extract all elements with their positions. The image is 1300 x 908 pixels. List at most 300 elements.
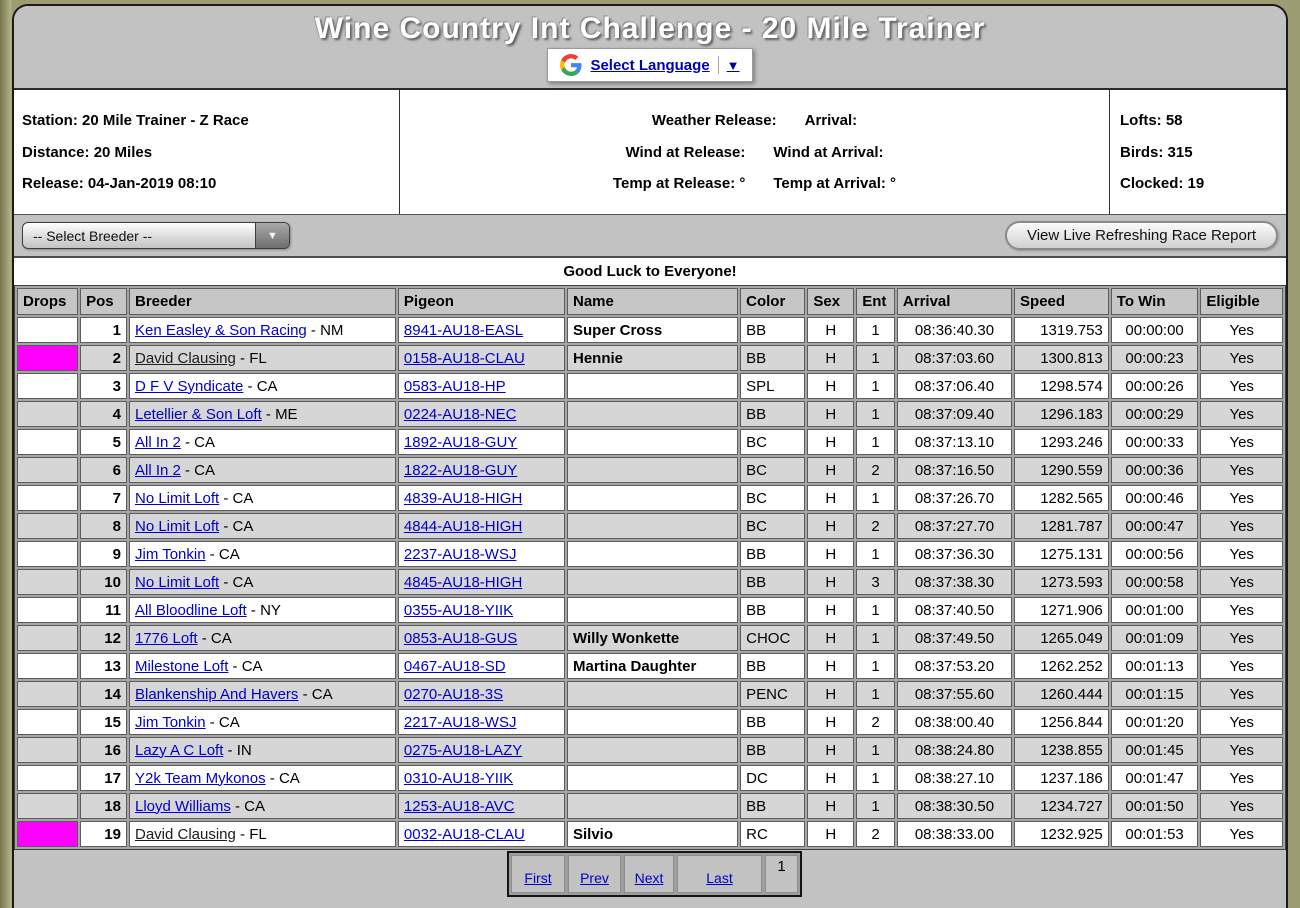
- breeder-state-suffix: - NM: [306, 321, 344, 339]
- name-cell: [567, 373, 738, 399]
- eligible-cell: Yes: [1200, 653, 1283, 679]
- breeder-state-suffix: - FL: [235, 825, 267, 843]
- col-header-breeder: Breeder: [129, 288, 396, 315]
- table-row: [17, 513, 1283, 539]
- pigeon-band-link[interactable]: 1892-AU18-GUY: [403, 433, 518, 451]
- color-cell: BB: [740, 569, 805, 595]
- color-cell: BB: [740, 597, 805, 623]
- table-row: [17, 569, 1283, 595]
- name-cell: [567, 457, 738, 483]
- bottom-band: [14, 850, 1286, 908]
- select-dropdown-arrow-icon[interactable]: ▼: [255, 223, 289, 248]
- breeder-state-suffix: - FL: [235, 349, 267, 367]
- arrival-cell: 08:38:30.50: [897, 793, 1012, 819]
- pigeon-cell: [398, 681, 565, 707]
- breeder-link[interactable]: No Limit Loft: [134, 573, 220, 591]
- col-header-sex: Sex: [807, 288, 854, 315]
- pos-cell: 17: [80, 765, 127, 791]
- arrival-cell: 08:37:55.60: [897, 681, 1012, 707]
- table-row: [17, 429, 1283, 455]
- eligible-cell: Yes: [1200, 765, 1283, 791]
- weather-info-panel: [400, 90, 1110, 214]
- breeder-link[interactable]: Y2k Team Mykonos: [134, 769, 266, 787]
- pigeon-band-link[interactable]: 1822-AU18-GUY: [403, 461, 518, 479]
- breeder-state-suffix: - CA: [228, 657, 263, 675]
- drops-cell: [17, 765, 78, 791]
- towin-cell: 00:01:53: [1111, 821, 1199, 847]
- drops-cell: [17, 457, 78, 483]
- name-cell: [567, 485, 738, 511]
- color-cell: BB: [740, 793, 805, 819]
- towin-cell: 00:01:15: [1111, 681, 1199, 707]
- table-row: [17, 541, 1283, 567]
- speed-cell: 1293.246: [1014, 429, 1109, 455]
- breeder-link[interactable]: Ken Easley & Son Racing: [134, 321, 307, 339]
- drops-cell: [17, 821, 78, 847]
- results-table: [14, 285, 1286, 850]
- speed-cell: 1281.787: [1014, 513, 1109, 539]
- pigeon-band-link[interactable]: 0310-AU18-YIIK: [403, 769, 514, 787]
- arrival-cell: 08:38:00.40: [897, 709, 1012, 735]
- pigeon-band-link[interactable]: 0583-AU18-HP: [403, 377, 506, 395]
- pigeon-band-link[interactable]: 0270-AU18-3S: [403, 685, 504, 703]
- sex-cell: H: [807, 457, 854, 483]
- eligible-cell: Yes: [1200, 373, 1283, 399]
- color-cell: BB: [740, 709, 805, 735]
- release-label: Release: 04-Jan-2019 08:10: [22, 174, 217, 192]
- name-cell: [567, 709, 738, 735]
- color-cell: BB: [740, 653, 805, 679]
- ent-cell: 1: [856, 737, 895, 763]
- name-cell: [567, 401, 738, 427]
- breeder-link[interactable]: Blankenship And Havers: [134, 685, 299, 703]
- arrival-cell: 08:37:03.60: [897, 345, 1012, 371]
- ent-cell: 1: [856, 541, 895, 567]
- name-cell: [567, 681, 738, 707]
- pigeon-band-link[interactable]: 2237-AU18-WSJ: [403, 545, 517, 563]
- pigeon-cell: [398, 737, 565, 763]
- breeder-link[interactable]: David Clausing: [134, 349, 236, 367]
- sex-cell: H: [807, 625, 854, 651]
- breeder-state-suffix: - CA: [180, 461, 216, 479]
- ent-cell: 1: [856, 681, 895, 707]
- sex-cell: H: [807, 345, 854, 371]
- breeder-cell: [129, 737, 396, 763]
- pigeon-band-link[interactable]: 4844-AU18-HIGH: [403, 517, 523, 535]
- speed-cell: 1273.593: [1014, 569, 1109, 595]
- name-cell: [567, 765, 738, 791]
- arrival-cell: 08:37:16.50: [897, 457, 1012, 483]
- ent-cell: 2: [856, 821, 895, 847]
- translate-divider: [718, 56, 719, 74]
- speed-cell: 1232.925: [1014, 821, 1109, 847]
- pager-link-first[interactable]: First: [524, 870, 552, 886]
- breeder-cell: [129, 541, 396, 567]
- arrival-cell: 08:36:40.30: [897, 317, 1012, 343]
- arrival-cell: 08:38:27.10: [897, 765, 1012, 791]
- color-cell: BC: [740, 513, 805, 539]
- color-cell: RC: [740, 821, 805, 847]
- breeder-cell: [129, 485, 396, 511]
- eligible-cell: Yes: [1200, 429, 1283, 455]
- table-row: [17, 681, 1283, 707]
- pigeon-cell: [398, 569, 565, 595]
- drops-cell: [17, 653, 78, 679]
- ent-cell: 1: [856, 625, 895, 651]
- pos-cell: 15: [80, 709, 127, 735]
- table-row: [17, 625, 1283, 651]
- breeder-cell: [129, 373, 396, 399]
- ent-cell: 2: [856, 709, 895, 735]
- breeder-state-suffix: - CA: [205, 545, 240, 563]
- speed-cell: 1271.906: [1014, 597, 1109, 623]
- breeder-link[interactable]: D F V Syndicate: [134, 377, 244, 395]
- table-row: [17, 345, 1283, 371]
- speed-cell: 1237.186: [1014, 765, 1109, 791]
- speed-cell: 1290.559: [1014, 457, 1109, 483]
- breeder-state-suffix: - CA: [298, 685, 333, 703]
- pager-cell: [568, 855, 621, 893]
- arrival-cell: 08:37:49.50: [897, 625, 1012, 651]
- eligible-cell: Yes: [1200, 821, 1283, 847]
- speed-cell: 1282.565: [1014, 485, 1109, 511]
- breeder-link[interactable]: Letellier & Son Loft: [134, 405, 262, 423]
- pager-cell: [511, 855, 565, 893]
- breeder-state-suffix: - CA: [197, 629, 232, 647]
- table-row: [17, 793, 1283, 819]
- breeder-cell: [129, 625, 396, 651]
- temp-release-label: Temp at Release: °: [612, 174, 746, 192]
- pos-cell: 7: [80, 485, 127, 511]
- arrival-cell: 08:37:40.50: [897, 597, 1012, 623]
- translate-dropdown-caret-icon[interactable]: ▼: [726, 57, 740, 73]
- col-header-speed: Speed: [1014, 288, 1109, 315]
- pos-cell: 3: [80, 373, 127, 399]
- color-cell: BC: [740, 485, 805, 511]
- towin-cell: 00:00:56: [1111, 541, 1199, 567]
- pos-cell: 18: [80, 793, 127, 819]
- drops-cell: [17, 373, 78, 399]
- table-header-row: [17, 288, 1283, 315]
- drops-cell: [17, 793, 78, 819]
- name-cell: [567, 569, 738, 595]
- name-cell: [567, 541, 738, 567]
- sex-cell: H: [807, 681, 854, 707]
- color-cell: BB: [740, 317, 805, 343]
- birds-count: Birds: 315: [1120, 143, 1193, 161]
- ent-cell: 1: [856, 597, 895, 623]
- breeder-link[interactable]: No Limit Loft: [134, 517, 220, 535]
- table-row: [17, 485, 1283, 511]
- arrival-cell: 08:37:26.70: [897, 485, 1012, 511]
- towin-cell: 00:01:13: [1111, 653, 1199, 679]
- speed-cell: 1275.131: [1014, 541, 1109, 567]
- speed-cell: 1262.252: [1014, 653, 1109, 679]
- sex-cell: H: [807, 793, 854, 819]
- sex-cell: H: [807, 737, 854, 763]
- station-label: Station: 20 Mile Trainer - Z Race: [22, 112, 249, 130]
- color-cell: PENC: [740, 681, 805, 707]
- toolbar: [14, 215, 1286, 258]
- breeder-cell: [129, 709, 396, 735]
- pos-cell: 13: [80, 653, 127, 679]
- breeder-link[interactable]: David Clausing: [134, 825, 236, 843]
- pigeon-cell: [398, 597, 565, 623]
- breeder-select[interactable]: [22, 222, 290, 249]
- pigeon-band-link[interactable]: 0158-AU18-CLAU: [403, 349, 525, 367]
- pigeon-band-link[interactable]: 0355-AU18-YIIK: [403, 601, 514, 619]
- table-row: [17, 373, 1283, 399]
- pos-cell: 4: [80, 401, 127, 427]
- speed-cell: 1319.753: [1014, 317, 1109, 343]
- breeder-state-suffix: - CA: [219, 517, 254, 535]
- eligible-cell: Yes: [1200, 317, 1283, 343]
- pager-link-last[interactable]: Last: [706, 870, 733, 886]
- table-row: [17, 597, 1283, 623]
- pigeon-cell: [398, 765, 565, 791]
- pos-cell: 1: [80, 317, 127, 343]
- arrival-cell: 08:38:24.80: [897, 737, 1012, 763]
- view-live-report-button[interactable]: View Live Refreshing Race Report: [1005, 221, 1278, 250]
- name-cell: Silvio: [567, 821, 738, 847]
- pigeon-cell: [398, 653, 565, 679]
- title-band: [14, 6, 1286, 90]
- breeder-link[interactable]: No Limit Loft: [134, 489, 220, 507]
- towin-cell: 00:01:09: [1111, 625, 1199, 651]
- breeder-cell: [129, 569, 396, 595]
- speed-cell: 1298.574: [1014, 373, 1109, 399]
- breeder-link[interactable]: All Bloodline Loft: [134, 601, 247, 619]
- breeder-state-suffix: - IN: [223, 741, 252, 759]
- pigeon-band-link[interactable]: 0224-AU18-NEC: [403, 405, 517, 423]
- table-row: [17, 709, 1283, 735]
- speed-cell: 1256.844: [1014, 709, 1109, 735]
- speed-cell: 1265.049: [1014, 625, 1109, 651]
- color-cell: CHOC: [740, 625, 805, 651]
- breeder-cell: [129, 597, 396, 623]
- towin-cell: 00:01:20: [1111, 709, 1199, 735]
- name-cell: [567, 597, 738, 623]
- sex-cell: H: [807, 541, 854, 567]
- ent-cell: 2: [856, 513, 895, 539]
- table-row: [17, 821, 1283, 847]
- table-row: [17, 401, 1283, 427]
- breeder-link[interactable]: Jim Tonkin: [134, 713, 206, 731]
- breeder-cell: [129, 345, 396, 371]
- arrival-cell: 08:37:38.30: [897, 569, 1012, 595]
- sex-cell: H: [807, 765, 854, 791]
- drops-cell: [17, 429, 78, 455]
- breeder-link[interactable]: 1776 Loft: [134, 629, 198, 647]
- ent-cell: 2: [856, 457, 895, 483]
- drops-cell: [17, 485, 78, 511]
- towin-cell: 00:01:50: [1111, 793, 1199, 819]
- pigeon-band-link[interactable]: 1253-AU18-AVC: [403, 797, 515, 815]
- pigeon-cell: [398, 625, 565, 651]
- pager-link-next[interactable]: Next: [634, 870, 664, 886]
- pigeon-cell: [398, 401, 565, 427]
- drops-cell: [17, 597, 78, 623]
- eligible-cell: Yes: [1200, 513, 1283, 539]
- towin-cell: 00:00:36: [1111, 457, 1199, 483]
- pager-current-page: 1: [765, 855, 798, 893]
- name-cell: Willy Wonkette: [567, 625, 738, 651]
- page-container: [12, 4, 1288, 908]
- breeder-link[interactable]: Jim Tonkin: [134, 545, 206, 563]
- ent-cell: 1: [856, 793, 895, 819]
- weather-release-label: Weather Release:: [651, 112, 777, 130]
- arrival-cell: 08:37:27.70: [897, 513, 1012, 539]
- breeder-cell: [129, 653, 396, 679]
- pos-cell: 19: [80, 821, 127, 847]
- google-logo-icon: [560, 54, 582, 76]
- breeder-cell: [129, 429, 396, 455]
- drops-cell: [17, 317, 78, 343]
- arrival-cell: 08:37:36.30: [897, 541, 1012, 567]
- breeder-link[interactable]: Milestone Loft: [134, 657, 229, 675]
- pigeon-band-link[interactable]: 0853-AU18-GUS: [403, 629, 518, 647]
- pigeon-cell: [398, 345, 565, 371]
- eligible-cell: Yes: [1200, 681, 1283, 707]
- sex-cell: H: [807, 485, 854, 511]
- sex-cell: H: [807, 373, 854, 399]
- pos-cell: 2: [80, 345, 127, 371]
- pigeon-band-link[interactable]: 8941-AU18-EASL: [403, 321, 524, 339]
- towin-cell: 00:01:00: [1111, 597, 1199, 623]
- ent-cell: 1: [856, 653, 895, 679]
- col-header-pos: Pos: [80, 288, 127, 315]
- clocked-count: Clocked: 19: [1120, 174, 1205, 192]
- arrival-cell: 08:37:53.20: [897, 653, 1012, 679]
- pigeon-band-link[interactable]: 2217-AU18-WSJ: [403, 713, 517, 731]
- col-header-drops: Drops: [17, 288, 78, 315]
- sex-cell: H: [807, 401, 854, 427]
- pigeon-band-link[interactable]: 0275-AU18-LAZY: [403, 741, 523, 759]
- pigeon-band-link[interactable]: 0467-AU18-SD: [403, 657, 506, 675]
- towin-cell: 00:00:46: [1111, 485, 1199, 511]
- ent-cell: 1: [856, 765, 895, 791]
- pigeon-band-link[interactable]: 0032-AU18-CLAU: [403, 825, 525, 843]
- drops-cell: [17, 737, 78, 763]
- color-cell: DC: [740, 765, 805, 791]
- breeder-link[interactable]: Lloyd Williams: [134, 797, 231, 815]
- speed-cell: 1296.183: [1014, 401, 1109, 427]
- sex-cell: H: [807, 429, 854, 455]
- eligible-cell: Yes: [1200, 457, 1283, 483]
- breeder-cell: [129, 513, 396, 539]
- race-info-band: [14, 90, 1286, 215]
- station-info-panel: [14, 90, 400, 214]
- col-header-to-win: To Win: [1111, 288, 1199, 315]
- pos-cell: 12: [80, 625, 127, 651]
- speed-cell: 1234.727: [1014, 793, 1109, 819]
- name-cell: Hennie: [567, 345, 738, 371]
- name-cell: Martina Daughter: [567, 653, 738, 679]
- name-cell: Super Cross: [567, 317, 738, 343]
- breeder-cell: [129, 401, 396, 427]
- breeder-state-suffix: - CA: [219, 573, 254, 591]
- good-luck-banner: Good Luck to Everyone!: [14, 258, 1286, 285]
- arrival-cell: 08:37:06.40: [897, 373, 1012, 399]
- eligible-cell: Yes: [1200, 485, 1283, 511]
- ent-cell: 1: [856, 485, 895, 511]
- pigeon-cell: [398, 373, 565, 399]
- breeder-link[interactable]: Lazy A C Loft: [134, 741, 224, 759]
- eligible-cell: Yes: [1200, 737, 1283, 763]
- pigeon-cell: [398, 429, 565, 455]
- pigeon-cell: [398, 709, 565, 735]
- pos-cell: 14: [80, 681, 127, 707]
- drops-cell: [17, 541, 78, 567]
- table-row: [17, 317, 1283, 343]
- ent-cell: 3: [856, 569, 895, 595]
- speed-cell: 1238.855: [1014, 737, 1109, 763]
- eligible-cell: Yes: [1200, 625, 1283, 651]
- pigeon-band-link[interactable]: 4839-AU18-HIGH: [403, 489, 523, 507]
- table-row: [17, 457, 1283, 483]
- pos-cell: 9: [80, 541, 127, 567]
- pos-cell: 6: [80, 457, 127, 483]
- breeder-link[interactable]: All In 2: [134, 461, 181, 479]
- breeder-cell: [129, 681, 396, 707]
- sex-cell: H: [807, 821, 854, 847]
- wind-release-label: Wind at Release:: [625, 143, 746, 161]
- col-header-eligible: Eligible: [1200, 288, 1283, 315]
- drops-cell: [17, 569, 78, 595]
- temp-arrival-label: Temp at Arrival: °: [773, 174, 897, 192]
- eligible-cell: Yes: [1200, 793, 1283, 819]
- pager-link-prev[interactable]: Prev: [580, 870, 609, 886]
- breeder-cell: [129, 457, 396, 483]
- pos-cell: 5: [80, 429, 127, 455]
- towin-cell: 00:01:45: [1111, 737, 1199, 763]
- ent-cell: 1: [856, 345, 895, 371]
- eligible-cell: Yes: [1200, 541, 1283, 567]
- towin-cell: 00:00:26: [1111, 373, 1199, 399]
- speed-cell: 1300.813: [1014, 345, 1109, 371]
- name-cell: [567, 429, 738, 455]
- arrival-cell: 08:37:13.10: [897, 429, 1012, 455]
- table-row: [17, 653, 1283, 679]
- towin-cell: 00:00:58: [1111, 569, 1199, 595]
- col-header-name: Name: [567, 288, 738, 315]
- wind-arrival-label: Wind at Arrival:: [773, 143, 884, 161]
- sex-cell: H: [807, 709, 854, 735]
- speed-cell: 1260.444: [1014, 681, 1109, 707]
- col-header-arrival: Arrival: [897, 288, 1012, 315]
- col-header-ent: Ent: [856, 288, 895, 315]
- towin-cell: 00:01:47: [1111, 765, 1199, 791]
- eligible-cell: Yes: [1200, 709, 1283, 735]
- table-row: [17, 765, 1283, 791]
- pigeon-band-link[interactable]: 4845-AU18-HIGH: [403, 573, 523, 591]
- ent-cell: 1: [856, 401, 895, 427]
- color-cell: BB: [740, 401, 805, 427]
- pos-cell: 8: [80, 513, 127, 539]
- breeder-link[interactable]: All In 2: [134, 433, 181, 451]
- select-language-link[interactable]: Select Language: [590, 56, 710, 74]
- arrival-cell: 08:37:09.40: [897, 401, 1012, 427]
- pos-cell: 11: [80, 597, 127, 623]
- ent-cell: 1: [856, 429, 895, 455]
- pager-cell: [624, 855, 674, 893]
- ent-cell: 1: [856, 373, 895, 399]
- google-translate-widget[interactable]: [547, 48, 752, 82]
- weather-arrival-label: Arrival:: [804, 112, 858, 130]
- ent-cell: 1: [856, 317, 895, 343]
- name-cell: [567, 737, 738, 763]
- eligible-cell: Yes: [1200, 401, 1283, 427]
